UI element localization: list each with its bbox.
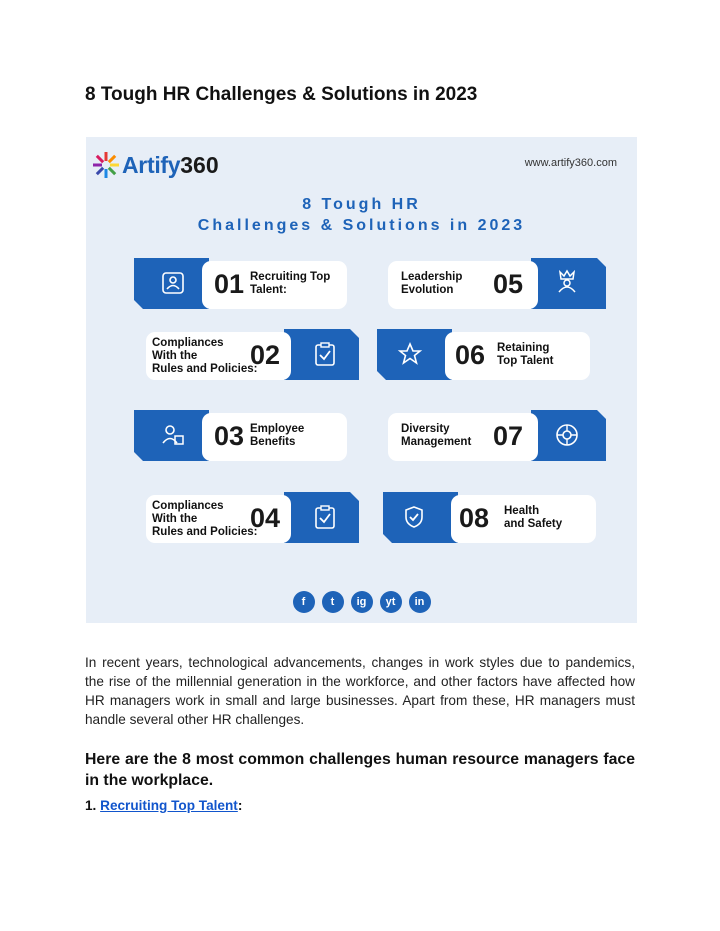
infographic-title-line1: 8 Tough HR — [302, 196, 421, 213]
challenge-card-03 — [134, 410, 349, 461]
card-label: Employee Benefits — [250, 423, 305, 448]
logo-number: 360 — [180, 151, 219, 178]
website-url: www.artify360.com — [524, 157, 617, 169]
recruiting-top-talent-link[interactable]: Recruiting Top Talent — [100, 798, 238, 813]
card-number: 08 — [459, 503, 490, 533]
list-item-1 — [85, 798, 242, 813]
card-label: Recruiting Top Talent: — [250, 271, 331, 296]
card-number: 01 — [214, 269, 245, 299]
list-item-number: 1. — [85, 798, 101, 813]
linkedin-icon[interactable]: in — [409, 591, 431, 613]
infographic — [86, 137, 637, 623]
card-label: Health and Safety — [504, 505, 563, 530]
challenge-card-01 — [134, 258, 349, 309]
clipboard-icon — [312, 504, 338, 530]
logo-name: Artify — [122, 151, 181, 178]
challenge-card-08 — [383, 492, 598, 543]
challenge-card-02 — [144, 329, 359, 380]
logo-burst-icon — [92, 151, 120, 179]
challenge-card-07 — [386, 410, 606, 461]
section-subheading: Here are the 8 most common challenges human resource managers face in the workplace. — [85, 751, 635, 789]
card-label: Compliances With the Rules and Policies: — [152, 500, 258, 538]
card-label: Diversity Management — [401, 423, 472, 448]
card-number: 06 — [455, 340, 486, 370]
page-title: 8 Tough HR Challenges & Solutions in 2023 — [85, 84, 478, 105]
card-number: 03 — [214, 421, 245, 451]
card-number: 04 — [250, 503, 281, 533]
star-icon — [397, 341, 423, 367]
logo — [92, 151, 219, 179]
shield-icon — [401, 504, 427, 530]
facebook-icon[interactable]: f — [293, 591, 315, 613]
leader-icon — [554, 268, 580, 294]
instagram-icon[interactable]: ig — [351, 591, 373, 613]
social-links — [86, 591, 637, 613]
infographic-title-line2: Challenges & Solutions in 2023 — [197, 217, 526, 234]
employee-icon — [160, 422, 186, 448]
challenge-card-06 — [377, 329, 592, 380]
youtube-icon[interactable]: yt — [380, 591, 402, 613]
clipboard-icon — [312, 341, 338, 367]
diversity-icon — [554, 422, 580, 448]
twitter-icon[interactable]: t — [322, 591, 344, 613]
card-number: 02 — [250, 340, 281, 370]
list-item-suffix: : — [237, 798, 243, 813]
card-number: 05 — [493, 269, 524, 299]
card-label: Compliances With the Rules and Policies: — [152, 337, 258, 375]
intro-paragraph: In recent years, technological advancements, changes in work styles due to pandemics, the rise of the millennial generation in the workforce, and other factors have affected how HR managers work in small and large businesses. Apart from these, HR managers must handle several other HR challenges. — [85, 655, 635, 727]
card-label: Leadership Evolution — [401, 271, 463, 296]
challenge-card-05 — [386, 258, 606, 309]
card-number: 07 — [493, 421, 524, 451]
card-label: Retaining Top Talent — [497, 342, 554, 367]
challenge-card-04 — [144, 492, 359, 543]
recruit-icon — [160, 270, 186, 296]
